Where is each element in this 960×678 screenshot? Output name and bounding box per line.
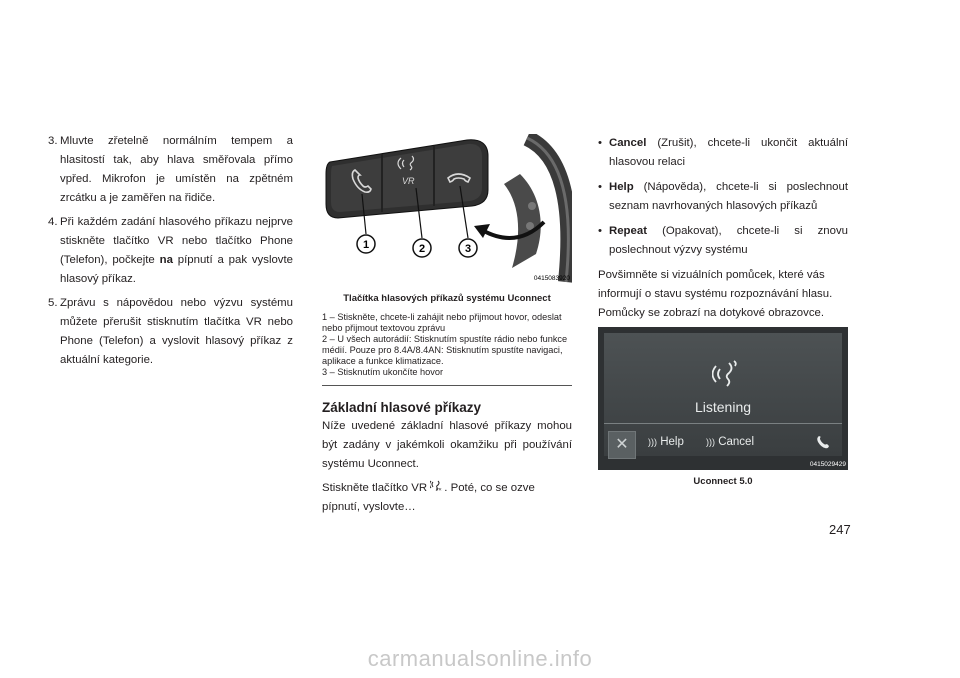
list-item-help bbox=[598, 178, 848, 216]
bullet-keyword: Repeat bbox=[609, 225, 647, 237]
svg-text:VR: VR bbox=[436, 486, 442, 491]
vr-label: VR bbox=[402, 176, 415, 186]
list-item-repeat bbox=[598, 222, 848, 260]
cancel-label: Cancel bbox=[718, 436, 755, 448]
right-column bbox=[598, 134, 848, 487]
help-button[interactable] bbox=[648, 436, 684, 448]
instruction-text: . Poté, co se ozve pípnutí, vyslovte… bbox=[322, 482, 535, 513]
callout-2: 2 bbox=[418, 243, 426, 255]
help-label: Help bbox=[660, 436, 684, 448]
screen-caption: Uconnect 5.0 bbox=[693, 476, 753, 487]
callout-3: 3 bbox=[464, 243, 472, 255]
speaker-icon: ))) bbox=[706, 437, 715, 447]
bullet-keyword: Help bbox=[609, 181, 634, 193]
list-item-5 bbox=[48, 294, 293, 370]
list-item-4 bbox=[48, 213, 293, 289]
figure-caption: Tlačítka hlasových příkazů systému Uconnect bbox=[343, 293, 551, 304]
bullet: • bbox=[598, 181, 602, 193]
list-text-bold: na bbox=[159, 254, 173, 266]
list-number: 3. bbox=[48, 135, 58, 147]
speaker-icon: ))) bbox=[648, 437, 657, 447]
legend-item: 2 – U všech autorádií: Stisknutím spustíte rádio nebo funkce médií. Pouze pro 8.4A/8.4AN: Stisknutím spustíte navigaci, aplikace a funkce klimatizace. bbox=[322, 334, 568, 366]
legend-item: 1 – Stiskněte, chcete-li zahájit nebo přijmout hovor, odeslat nebo přijmout textovou zprávu bbox=[322, 312, 562, 333]
list-item-3 bbox=[48, 132, 293, 208]
list-text: Mluvte zřetelně normálním tempem a hlasitostí tak, aby hlava směřovala přímo vpřed. Mikrofon je umístěn na zpětném zrcátku a je zaměřen na řidiče. bbox=[60, 135, 293, 204]
watermark: carmanualsonline.info bbox=[367, 646, 593, 671]
bullet-text bbox=[609, 178, 848, 216]
close-button[interactable] bbox=[608, 431, 636, 459]
vr-button-icon bbox=[430, 480, 444, 491]
list-number: 4. bbox=[48, 216, 58, 228]
listening-status: Listening bbox=[694, 399, 752, 415]
voice-recognition-icon bbox=[712, 359, 740, 391]
steering-buttons-illustration bbox=[322, 134, 572, 284]
instruction-text: Stiskněte tlačítko VR bbox=[322, 482, 428, 494]
left-column bbox=[48, 132, 293, 375]
steering-wheel-figure bbox=[322, 134, 572, 289]
screen-figure-id: 0415029429 bbox=[809, 461, 846, 468]
list-item-cancel bbox=[598, 134, 848, 172]
bullet-text bbox=[609, 222, 848, 260]
section-paragraph: Níže uvedené základní hlasové příkazy mohou být zadány v jakémkoli okamžiku při používání systému Uconnect. bbox=[322, 420, 572, 470]
uconnect-screen bbox=[598, 327, 848, 470]
page-number: 247 bbox=[829, 522, 851, 537]
close-icon: ✕ bbox=[615, 436, 629, 453]
screen-divider bbox=[604, 423, 842, 424]
bullet-desc: (Opakovat), chcete-li si znovu poslechnout výzvy systému bbox=[609, 225, 848, 256]
phone-icon[interactable] bbox=[816, 435, 830, 449]
figure-legend bbox=[322, 312, 572, 378]
section-instruction bbox=[322, 479, 572, 517]
bullet: • bbox=[598, 225, 602, 237]
list-text-part: Při každém zadání hlasového příkazu nejprve stiskněte tlačítko VR nebo tlačítko Phone (Telefon), počkejte bbox=[60, 216, 293, 266]
list-number: 5. bbox=[48, 297, 58, 309]
figure-id: 0415083920 bbox=[533, 275, 570, 282]
bullet-text bbox=[609, 134, 848, 172]
callout-1: 1 bbox=[362, 239, 370, 251]
screen-bottom-bar bbox=[604, 425, 842, 462]
bullet-keyword: Cancel bbox=[609, 137, 647, 149]
screen-display bbox=[604, 333, 842, 456]
cancel-button[interactable] bbox=[706, 436, 754, 448]
bullet-desc: (Zrušit), chcete-li ukončit aktuální hlasovou relaci bbox=[609, 137, 849, 168]
middle-column bbox=[322, 134, 572, 517]
section-heading: Základní hlasové příkazy bbox=[322, 400, 482, 415]
divider bbox=[322, 385, 572, 386]
bullet-desc: (Nápověda), chcete-li si poslechnout seznam navrhovaných hlasových příkazů bbox=[609, 181, 848, 212]
legend-item: 3 – Stisknutím ukončíte hovor bbox=[322, 367, 444, 377]
list-text: Zprávu s nápovědou nebo výzvu systému můžete přerušit stisknutím tlačítka VR nebo Phone (Telefon) a vyslovit hlasový příkaz z aktuální kategorie. bbox=[60, 297, 293, 366]
list-text-part: pípnutí a pak vyslovte hlasový příkaz. bbox=[60, 254, 294, 285]
list-text bbox=[60, 213, 293, 289]
right-paragraph: Povšimněte si vizuálních pomůcek, které vás informují o stavu systému rozpoznávání hlasu. Pomůcky se zobrazí na dotykové obrazovce. bbox=[598, 269, 833, 319]
bullet: • bbox=[598, 137, 602, 149]
